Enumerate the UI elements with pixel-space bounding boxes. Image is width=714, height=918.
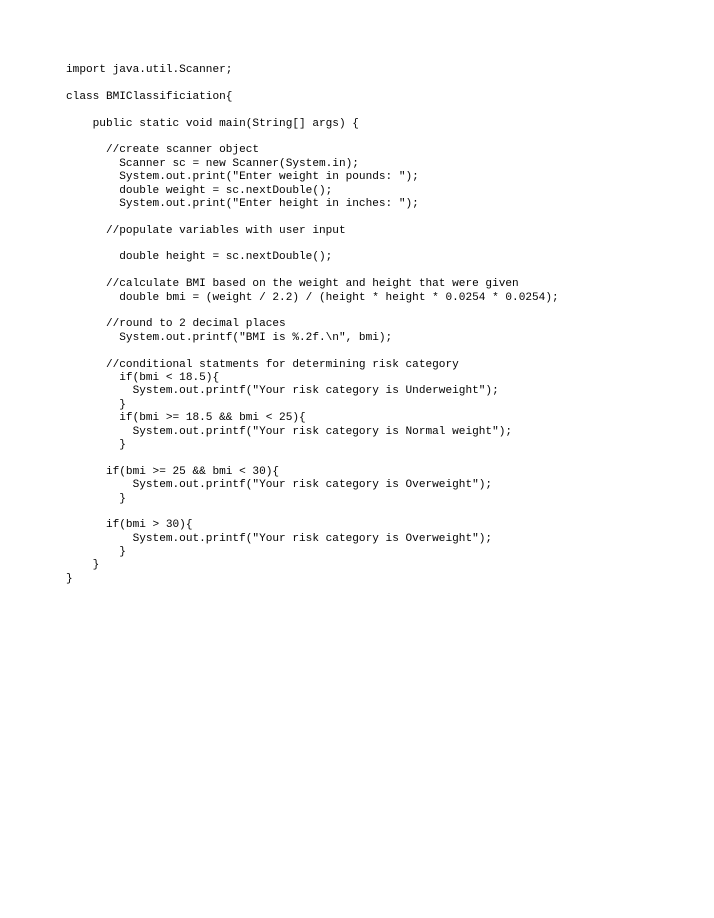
code-line: if(bmi >= 25 && bmi < 30){ [66,465,280,478]
code-line: System.out.printf("Your risk category is Overweight"); [66,479,493,492]
code-line: System.out.printf("Your risk category is Overweight"); [66,532,493,545]
code-line [66,211,559,224]
code-line: } [66,559,100,572]
code-line [66,265,559,278]
code-block [66,64,559,586]
code-line: System.out.printf("Your risk category is Normal weight"); [66,425,513,438]
code-line [66,345,559,358]
code-line: Scanner sc = new Scanner(System.in); [66,157,359,170]
code-line [66,104,559,117]
code-line [66,77,559,90]
code-line: System.out.printf("BMI is %.2f.\n", bmi); [66,331,393,344]
code-line [66,238,559,251]
code-line: } [66,398,126,411]
code-line [66,131,559,144]
code-line: } [66,572,73,585]
code-line: double height = sc.nextDouble(); [66,251,333,264]
code-line [66,506,559,519]
code-line: if(bmi >= 18.5 && bmi < 25){ [66,412,306,425]
code-line [66,305,559,318]
code-line: //populate variables with user input [66,224,346,237]
code-line: //conditional statments for determining risk category [66,358,459,371]
code-line: double weight = sc.nextDouble(); [66,184,333,197]
code-line: import java.util.Scanner; [66,64,233,76]
code-line: if(bmi < 18.5){ [66,371,220,384]
code-line: public static void main(String[] args) { [66,117,359,130]
code-line: //round to 2 decimal places [66,318,286,331]
code-line: double bmi = (weight / 2.2) / (height * height * 0.0254 * 0.0254); [66,291,559,304]
code-line: if(bmi > 30){ [66,519,193,532]
code-line: } [66,546,126,559]
code-line: } [66,492,126,505]
code-line: class BMIClassificiation{ [66,90,233,103]
code-line: //create scanner object [66,144,260,157]
code-line: System.out.print("Enter weight in pounds: "); [66,171,419,184]
code-line [66,452,559,465]
code-line: //calculate BMI based on the weight and height that were given [66,278,519,291]
code-line: System.out.printf("Your risk category is Underweight"); [66,385,499,398]
code-line: } [66,438,126,451]
code-line: System.out.print("Enter height in inches: "); [66,197,419,210]
